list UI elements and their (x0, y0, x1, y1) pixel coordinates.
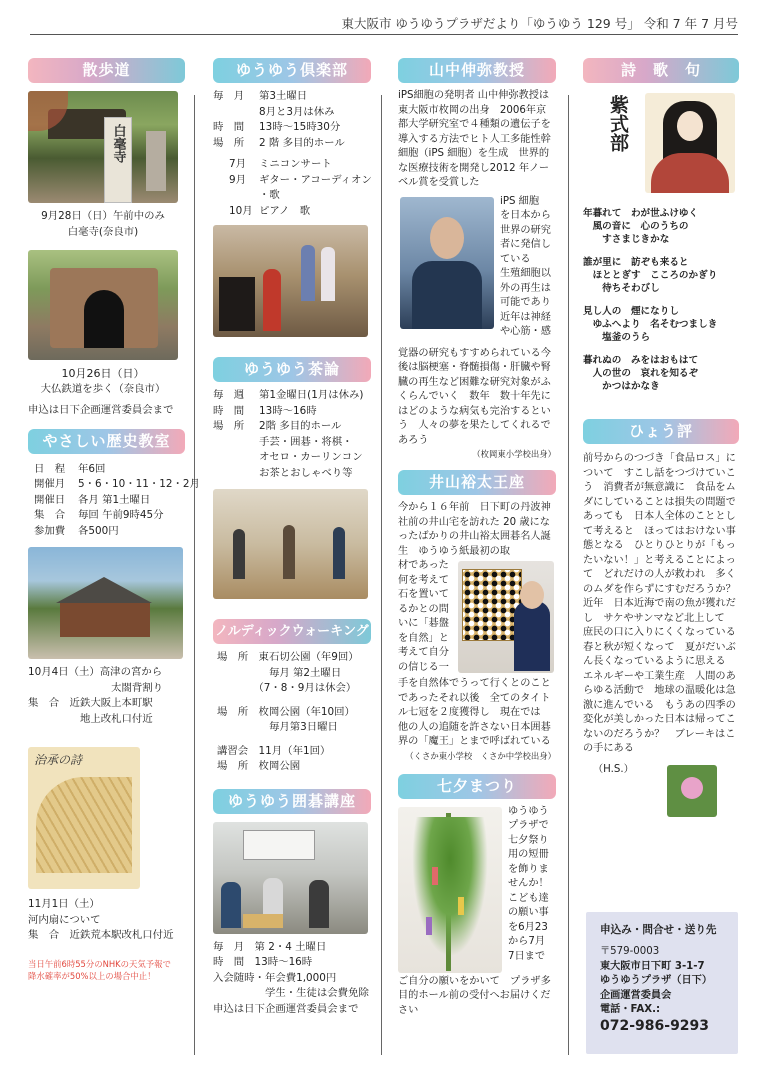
side-line: 者に発信し (500, 239, 551, 250)
side-line: 材であった (398, 560, 449, 571)
side-line: を自然」と (398, 632, 449, 644)
rekishi-key: 開催月 (34, 478, 66, 490)
lily-petal (681, 777, 703, 799)
rain-note-1: 当日午前6時55分のNHKの天気予報で (28, 958, 171, 969)
side-line: るかとの問 (398, 603, 449, 615)
tanzaku-yellow (458, 897, 464, 915)
person-1 (233, 529, 245, 579)
club-month: 9月 (229, 173, 247, 186)
side-line: せんか！ (508, 878, 549, 889)
tunnel-opening (84, 290, 124, 348)
saron-value: 13時～16時 (259, 404, 317, 417)
temple-signboard (104, 117, 132, 203)
igo-line: 時 間 13時～16時 (213, 956, 313, 968)
stone-lantern (146, 131, 166, 191)
saron-value: 2階 多目的ホール (259, 420, 342, 432)
side-line: 用の短冊 (508, 849, 549, 860)
portrait-face (677, 111, 703, 141)
side-line: 考えて自分 (398, 647, 449, 658)
rekishi-caption-1: 10月4日（土）高津の宮から (28, 666, 163, 678)
rekishi-caption-7: 集 合 近鉄荒本駅改札口付近 (28, 929, 174, 941)
go-board-stones (462, 569, 522, 641)
nordic-line: 場 所 枚岡公園 (217, 760, 301, 772)
side-line: 可能であり (500, 297, 551, 308)
club-heading: ゆうゆう倶楽部 (213, 58, 371, 83)
poem-line: 誰が里に 訪ぞも来ると (583, 257, 689, 268)
rekishi-value: 各500円 (78, 524, 119, 537)
person-2 (283, 525, 295, 579)
whiteboard (243, 830, 315, 860)
poem-4 (583, 354, 739, 393)
rekishi-heading: やさしい歴史教室 (28, 429, 185, 454)
yamanaka-side-text (500, 195, 556, 340)
portrait-head (430, 217, 464, 259)
go-board (243, 914, 283, 928)
igo-heading: ゆうゆう囲碁講座 (213, 789, 371, 814)
sanpo-heading: 散歩道 (28, 58, 185, 83)
iyama-mid (398, 559, 556, 677)
tanabata-heading: 七夕まつり (398, 774, 556, 799)
tanzaku-purple (426, 917, 432, 935)
poem-1 (583, 207, 739, 246)
portrait-robe (651, 153, 729, 193)
column-divider (381, 95, 382, 1055)
contact-title: 申込み・問合せ・送り先 (600, 924, 717, 936)
concert-photo (213, 225, 368, 337)
rekishi-caption-5: 11月1日（土） (28, 898, 100, 910)
folding-fan (36, 777, 132, 873)
saron-photo (213, 489, 368, 599)
sanpo-caption-2b: 大仏鉄道を歩く（奈良市） (40, 382, 166, 395)
side-line: を飾りま (508, 863, 549, 875)
singer-white (321, 247, 335, 301)
murasaki-block (583, 93, 739, 195)
signboard-text: 白毫寺 (110, 124, 126, 163)
saron-key: 毎 週 (213, 389, 245, 401)
hyoron-foot (583, 761, 739, 819)
club-value: 第3土曜日 (259, 90, 308, 102)
club-value: 13時～15時30分 (259, 121, 341, 133)
rekishi-caption-4: 地上改札口付近 (28, 712, 153, 725)
hyoron-text: 前号からのつづき「食品ロス」について すこし話をつづけていこう 消費者が無意識に 食品をムダにしていることは損失の問題であっても 日本人全体のこととして考えると ほってはおけない事態となる ひとりひとりが「もったいない！」と考えることによって どれだけの人が救われ 多くのムダを作らずにすむだろうか？ 近年 日本近海で南の魚が獲れだし サケやサンマなど北上して 庶民の口に入りにくくなっている 春と秋が短くなって 夏がだいぶん長くなっているように思える エネルギーや工業生産 人間のあらゆる活動で 地球の温暖化は急激に進んでいる もうあの四季の変化が美しかった日本は帰ってこないのだろうか？ ブレーキはこの手にある (583, 453, 746, 754)
shrine-photo (28, 547, 183, 659)
side-line: こども達 (508, 892, 549, 904)
club-key: 場 所 (213, 136, 245, 149)
hyoron-sign: （H.S.） (593, 763, 634, 775)
fan-photo (28, 747, 140, 889)
side-line: 近年は神経 (500, 311, 551, 323)
bamboo-leaves (412, 817, 488, 957)
rekishi-caption-3: 集 合 近鉄大阪上本町駅 (28, 697, 153, 709)
igo-line: 申込は日下企画運営委員会まで (213, 1002, 359, 1015)
side-line: 7日まで (508, 950, 546, 962)
side-line: 生殖細胞以 (500, 268, 551, 279)
club-schedule (213, 157, 371, 219)
iyama-heading: 井山裕太王座 (398, 470, 556, 495)
newsletter-header: 東大阪市 ゆうゆうプラザだより「ゆうゆう 129 号」 令和 7 年 7 月号 (341, 16, 738, 31)
side-line: 外の再生は (500, 282, 551, 294)
tanabata-mid (398, 805, 556, 975)
side-line: を日本から (500, 210, 551, 221)
side-line: の願い事 (508, 907, 549, 918)
contact-org: 企画運営委員会 (600, 989, 672, 1001)
contact-phone[interactable]: 072-986-9293 (600, 1017, 710, 1034)
nordic-line: 講習会 11月（年1回） (217, 744, 331, 757)
shrine-roof (44, 577, 164, 603)
iyama-figure (514, 601, 550, 671)
iyama-intro: 今から１６年前 日下町の丹波神社前の井山宅を訪れた 20 歳になったばかりの井山裕太囲碁名人誕生 ゆうゆう紙最初の取 (398, 502, 551, 557)
side-line: ゆうゆう (508, 805, 549, 817)
yamanaka-body: 覚器の研究もすすめられている今後は脳梗塞・脊髄損傷・肝臓や腎臓の再生など困難な研究対象がふくらんでいく 数年 数十年先にはどのような病気も完治するという 人々の夢を果たしてくれるであろう (398, 347, 551, 446)
club-month: 10月 (229, 204, 253, 217)
club-key: 時 間 (213, 121, 245, 133)
igo-photo (213, 822, 368, 934)
sanpo-caption-1b: 白毫寺(奈良市) (67, 225, 139, 238)
shrine-hall (60, 603, 150, 637)
yamanaka-photo (400, 197, 494, 329)
murasaki-portrait (645, 93, 735, 193)
side-line: を6月23 (508, 921, 548, 933)
rekishi-key: 参加費 (34, 524, 66, 537)
column-1 (28, 48, 200, 982)
igo-line: 毎 月 第 2・4 土曜日 (213, 940, 327, 953)
side-line: 何を考えて (398, 574, 449, 586)
column-2 (213, 48, 371, 1017)
tanabata-side-text (508, 805, 558, 965)
poem-line: 見し人の 煙になりし (583, 306, 679, 317)
fan-title: 治承の詩 (34, 753, 83, 767)
igo-line: 学生・生徒は会費免除 (213, 987, 369, 999)
column-divider (194, 95, 195, 1055)
rekishi-info (28, 462, 200, 540)
club-value: 8月と3月は休み (259, 105, 335, 118)
saron-value: オセロ・カーリンコン (259, 451, 363, 463)
contact-telfax-label: 電話・FAX.: (600, 1004, 661, 1015)
portrait-suit (412, 261, 482, 329)
rekishi-caption-2: 太閤背割り (28, 681, 164, 694)
player-1 (221, 882, 241, 928)
iyama-photo (458, 561, 554, 673)
contact-zip: 〒579-0003 (600, 946, 660, 957)
club-program: ミニコンサート (259, 158, 332, 170)
contact-place: ゆうゆうプラザ（日下） (600, 975, 713, 986)
yamanaka-mid (398, 195, 556, 347)
nordic-line: （7・8・9月は休会） (217, 682, 357, 694)
club-info (213, 89, 371, 151)
murasaki-name: 紫式部 (607, 95, 629, 152)
singer-blue (301, 245, 315, 301)
side-line: の信じる一 (398, 661, 449, 673)
iyama-face (520, 581, 544, 609)
flower-photo (667, 765, 717, 817)
saron-key: 時 間 (213, 404, 245, 417)
bamboo-photo (398, 807, 502, 973)
rekishi-key: 集 合 (34, 509, 66, 521)
poem-line: 年暮れて わが世ふけゆく (583, 208, 699, 219)
rain-note-2: 降水確率が50%以上の場合中止！ (28, 970, 156, 981)
poem-line: すさまじきかな (583, 234, 670, 245)
sanpo-caption-1: 9月28日（日）午前中のみ (41, 210, 165, 222)
rekishi-value: 各月 第1土曜日 (78, 493, 151, 506)
saron-info (213, 388, 371, 481)
saron-value: 第1金曜日(1月は休み) (259, 389, 364, 401)
poems (583, 207, 739, 393)
igo-info (213, 940, 371, 1018)
club-value: 2 階 多目的ホール (259, 136, 345, 149)
header-rule (30, 34, 738, 35)
club-key: 毎 月 (213, 90, 245, 102)
contact-box (586, 912, 738, 1054)
side-line: いに「碁盤 (398, 618, 449, 629)
iyama-body: 手を自然体でうって行くとのことであったそれ以後 全てのタイトル七冠を２度獲得し 現在では 他の人の追随を許さない日本囲碁界の「魔王」とまで呼ばれている (398, 678, 551, 747)
column-3 (398, 48, 556, 1018)
saron-heading: ゆうゆう茶論 (213, 357, 371, 382)
poem-line: 暮れぬの みをはおもはて (583, 355, 699, 366)
rekishi-value: 年6回 (78, 462, 106, 475)
poem-line: 人の世の 哀れを知るぞ (583, 368, 699, 379)
nordic-line: 毎月第3日曜日 (217, 721, 338, 733)
poem-line: ほととぎす こころのかぎり (583, 270, 718, 281)
nordic-heading: ノルディックウォーキング (213, 619, 371, 644)
tunnel-photo (28, 250, 178, 360)
club-program: ピアノ 歌 (259, 204, 311, 217)
iyama-source: （くさか東小学校 くさか中学校出身） (405, 750, 556, 761)
poem-line: ゆふへより 名そむつましき (583, 319, 718, 330)
column-4 (583, 48, 746, 819)
side-line: から7月 (508, 936, 546, 947)
saron-value: 手芸・囲碁・将棋・ (259, 435, 353, 448)
side-line: 七夕祭り (508, 834, 549, 846)
temple-photo (28, 91, 178, 203)
sanpo-caption-2: 10月26日（日） (61, 367, 145, 380)
rekishi-key: 開催日 (34, 493, 66, 506)
side-line: や心筋・感 (500, 326, 551, 337)
column-divider (568, 95, 569, 1055)
sanpo-apply: 申込は日下企画運営委員会まで (28, 404, 174, 416)
poem-line: 風の音に 心のうちの (583, 221, 689, 232)
iyama-side-text (398, 559, 456, 675)
hyoron-heading: ひょう評 (583, 419, 739, 444)
poem-line: 塩釜のうら (583, 332, 651, 343)
side-line: プラザで (508, 820, 549, 831)
contact-address: 東大阪市日下町 3-1-7 (600, 960, 705, 972)
piano (219, 277, 255, 331)
side-line: 世界の研究 (500, 224, 551, 236)
nordic-line: 場 所 枚岡公園（年10回） (217, 705, 355, 718)
nordic-info (213, 650, 371, 775)
yamanaka-heading: 山中伸弥教授 (398, 58, 556, 83)
tanzaku-red (432, 867, 438, 885)
rekishi-value: 毎回 午前9時45分 (78, 509, 164, 521)
club-program: ギター・アコーディオン (259, 173, 372, 186)
saron-value: お茶とおしゃべり等 (259, 466, 353, 479)
side-line: 石を置いて (398, 589, 449, 600)
yamanaka-source: （枚岡東小学校出身） (472, 449, 556, 459)
nordic-line: 毎月 第2土曜日 (217, 666, 342, 679)
person-3 (333, 527, 345, 579)
shiika-heading: 詩 歌 句 (583, 58, 739, 83)
poem-3 (583, 305, 739, 344)
singer-red (263, 269, 281, 331)
saron-key: 場 所 (213, 420, 245, 432)
side-line: ている (500, 253, 531, 265)
poem-line: かつはかなき (583, 381, 660, 392)
rekishi-key: 日 程 (34, 462, 66, 475)
yamanaka-intro: iPS細胞の発明者 山中伸弥教授は東大阪市枚岡の出身 2006年京都大学研究室で４種類の遺伝子を導入する方法でヒト人工多能性幹細胞（iPS 細胞）を生成 世界的な医療技術を開発し2012 年ノーベル賞を受賞した (398, 90, 551, 188)
nordic-line: 場 所 東石切公園（年9回） (217, 651, 359, 663)
club-month: 7月 (229, 158, 247, 170)
tanabata-body: ご自分の願いをかいて プラザ多目的ホール前の受付へお届けください (398, 975, 551, 1016)
igo-line: 入会随時・年会費1,000円 (213, 971, 337, 984)
club-program: ・歌 (259, 189, 280, 201)
side-line: iPS 細胞 (500, 195, 540, 207)
poem-line: 待ちそわびし (583, 283, 660, 294)
rekishi-caption-6: 河内扇について (28, 913, 101, 926)
rekishi-value: 5・6・10・11・12・2月 (78, 478, 200, 490)
player-3 (309, 880, 329, 928)
poem-2 (583, 256, 739, 295)
